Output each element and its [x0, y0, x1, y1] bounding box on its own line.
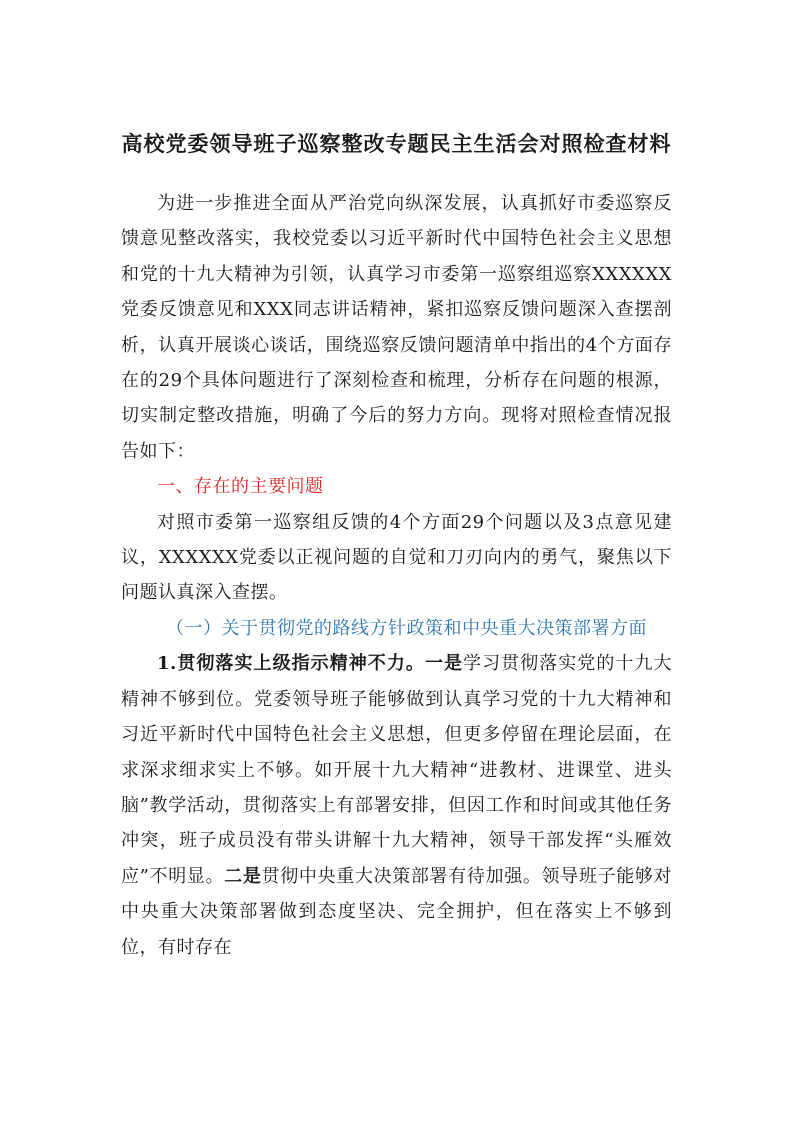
item-second-text: 贯彻中央重大决策部署有待加强。领导班子能够对中央重大决策部署做到态度坚决、完全拥护，但在落实上不够到位，有时存在: [121, 865, 673, 958]
intro-paragraph: 为进一步推进全面从严治党向纵深发展，认真抓好市委巡察反馈意见整改落实，我校党委以习近平新时代中国特色社会主义思想和党的十九大精神为引领，认真学习市委第一巡察组巡察XXXXXX党委反馈意见和XXX同志讲话精神，紧扣巡察反馈问题深入查摆剖析，认真开展谈心谈话，围绕巡察反馈问题清单中指出的4个方面存在的29个具体问题进行了深刻检查和梳理，分析存在问题的根源，切实制定整改措施，明确了今后的努力方向。现将对照检查情况报告如下：: [121, 193, 672, 462]
item-lead: 1.贯彻落实上级指示精神不力。: [157, 653, 425, 675]
item-second-marker: 二是: [224, 865, 262, 887]
item-first-text: 学习贯彻落实党的十九大精神不够到位。党委领导班子能够做到认真学习党的十九大精神和习近平新时代中国特色社会主义思想，但更多停留在理论层面，在求深求细求实上不够。如开展十九大精神“进教材、进课堂、进头脑”教学活动，贯彻落实上有部署安排，但因工作和时间或其他任务冲突，班子成员没有带头讲解十九大精神，领导干部发挥“头雁效应”不明显。: [121, 653, 672, 887]
item-paragraph: [121, 646, 672, 965]
document-title: 高校党委领导班子巡察整改专题民主生活会对照检查材料: [121, 131, 672, 156]
document-body: [121, 186, 672, 965]
subsection-heading: （一）关于贯彻党的路线方针政策和中央重大决策部署方面: [166, 617, 647, 639]
item-first-marker: 一是: [424, 653, 464, 675]
section-paragraph: 对照市委第一巡察组反馈的4个方面29个问题以及3点意见建议，XXXXXX党委以正视问题的自觉和刀刃向内的勇气，聚焦以下问题认真深入查摆。: [121, 511, 672, 604]
section-heading: 一、存在的主要问题: [157, 476, 324, 498]
